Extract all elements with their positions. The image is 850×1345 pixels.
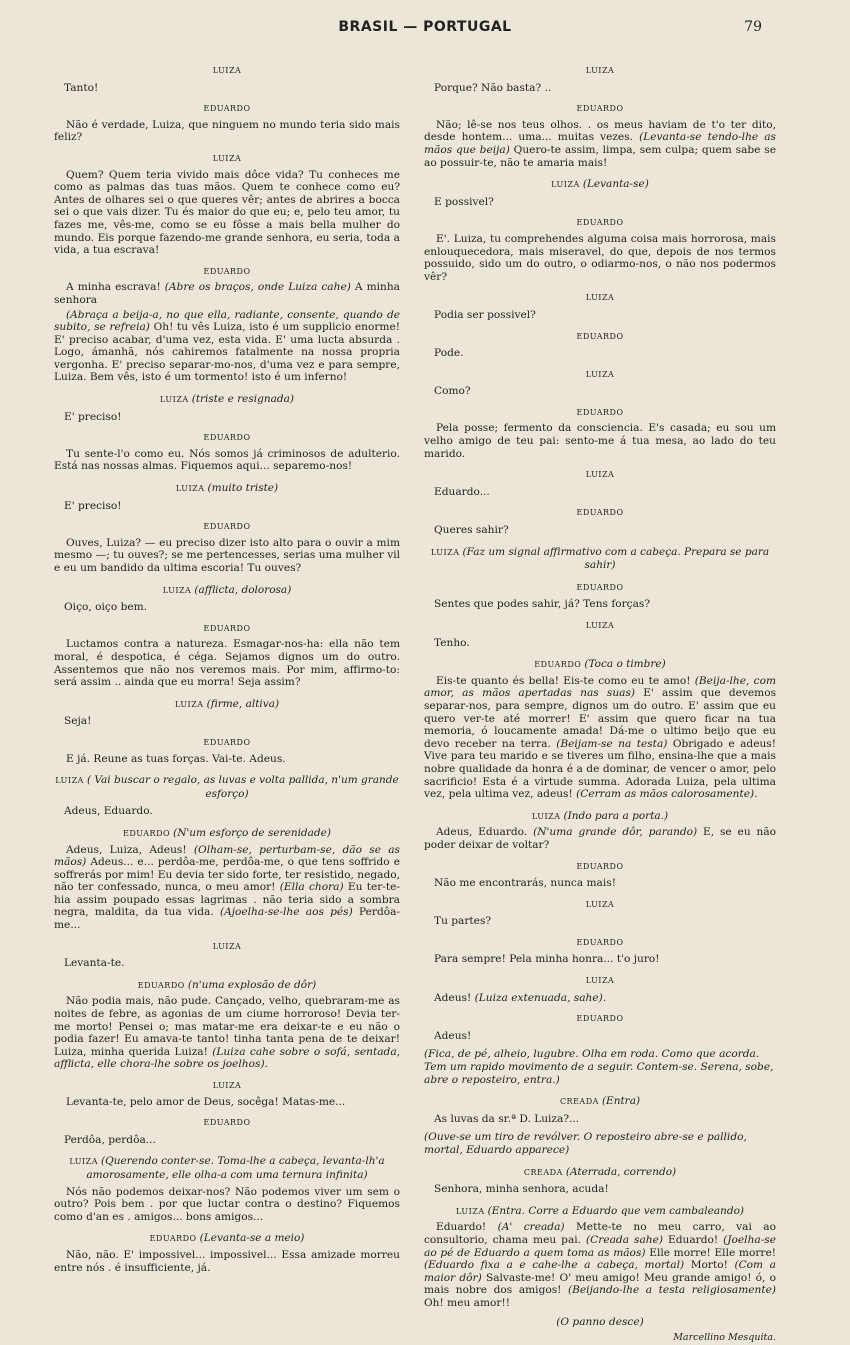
dialogue-text: Não, não. E' impossivel... impossivel... Essa amizade morreu entre nós . é insufficiente, já. [54,1248,400,1274]
dialogue-paragraph [54,995,400,1071]
dialogue-text: Quem? Quem teria vivido mais dôce vida? Tu conheces me como as palmas das tuas mãos. Quem te conhece como eu? Antes de olhares sei o que queres vêr; antes de abrires a bocca sei o que vais dizer. Tu és maior do que eu; e, pelo teu amor, tu fazes me, vês-me, como se eu fôsse a mais bella mulher do mundo. Eis porque fazendo-me grande senhora, eu seria, toda a vida, a tua escrava! [54,168,400,257]
dialogue-text: Pode. [434,347,464,360]
dialogue-line [434,1183,776,1196]
speaker-name: LUIZA [551,180,580,190]
speaker-label [54,103,400,116]
page-header [0,19,850,41]
stage-direction: (Com a maior dôr) [424,1259,776,1284]
speaker-name: EDUARDO [576,407,624,417]
speaker-label [54,1155,400,1182]
dialogue-line [64,82,400,95]
dialogue-text: Tu partes? [434,915,492,928]
dialogue-text: Adeus... e... perdôa-me, perdôa-me, o que tens soffrido e soffrerás por mim! Eu devia ter sido forte, ter resistido, negado, não ter confessado, nunca, o meu amor! [54,856,400,894]
speaker-label [424,1095,776,1109]
dialogue-paragraph [54,119,400,144]
dialogue-paragraph [54,309,400,385]
stage-direction: (Querendo conter-se. Toma-lhe a cabeça, levanta-lh'a amorosamente, elle olha-a com uma ternura infinita) [86,1155,385,1181]
dialogue-paragraph [424,422,776,460]
speaker-label [424,658,776,672]
speaker-label [54,521,400,534]
speaker-label [424,217,776,230]
speaker-label [424,103,776,116]
speaker-name: EDUARDO [149,1234,197,1244]
author-signature: Marcellino Mesquita. [673,1332,776,1344]
dialogue-line [434,1113,776,1126]
dialogue-text: E' preciso! [64,499,122,512]
left-column [54,56,400,1276]
speaker-name: CREADA [559,1097,599,1107]
stage-direction: (Entra. Corre a Eduardo que vem cambaleando) [487,1204,744,1217]
speaker-label [424,620,776,633]
speaker-label [54,432,400,445]
dialogue-line [64,500,400,513]
dialogue-text: Tanto! [64,81,99,94]
speaker-name: EDUARDO [576,508,624,518]
stage-direction: (Abre os braços, onde Luiza cahe) [164,281,351,294]
speaker-name: LUIZA [585,899,615,909]
speaker-name: EDUARDO [576,331,624,341]
dialogue-text: Perdôa, perdôa... [64,1133,156,1146]
speaker-name: LUIZA [585,293,615,303]
speaker-label [54,1117,400,1130]
dialogue-paragraph [54,281,400,306]
dialogue-text: Pela posse; fermento da consciencia. E's casada; eu sou um velho amigo de teu pai: sento-me á tua mesa, ao lado do teu marido. [424,422,776,460]
dialogue-text: Podia ser possivel? [434,308,536,321]
dialogue-line [434,637,776,650]
dialogue-text: Salvaste-me! O' meu amigo! Meu grande amigo! ó, o mais nobre dos amigos! [424,1271,776,1297]
speaker-label [54,737,400,750]
speaker-name: EDUARDO [203,1118,251,1128]
speaker-label [54,827,400,841]
dialogue-text: A minha senhora [54,281,400,306]
speaker-name: EDUARDO [203,433,251,443]
dialogue-text: Levanta-te. [64,957,125,970]
dialogue-line [434,385,776,398]
stage-direction: (Beijam-se na testa) [556,737,668,750]
speaker-label [424,1205,776,1219]
dialogue-text: A minha escrava! [66,281,165,294]
stage-direction: (triste e resignada) [191,393,294,406]
dialogue-line [64,601,400,614]
stage-direction: (Toca o timbre) [584,658,666,671]
dialogue-text: Obrigado e adeus! Vive para teu marido e se tiveres um filho, ensina-lhe que a mais nobre qualidade da honra é a de dominar, de vencer o amor, pelo sacrificio! Esta é a virtude summa. Adorada Luiza, pela ultima vez, pela ultima vez, adeus! [424,737,776,801]
stage-direction: (Levanta-se tendo-lhe as mãos que beija) [424,131,776,156]
stage-direction: (Beijando-lhe a testa religiosamente) [568,1284,776,1297]
dialogue-paragraph [54,1096,400,1109]
speaker-name: EDUARDO [203,522,251,532]
stage-direction: (N'uma grande dôr, parando) [533,826,698,839]
dialogue-paragraph [424,1221,776,1309]
speaker-name: LUIZA [585,470,615,480]
stage-direction: (Entra) [601,1095,641,1108]
speaker-label [54,482,400,496]
speaker-name: EDUARDO [576,937,624,947]
running-title: BRASIL — PORTUGAL [338,19,512,35]
speaker-label [424,1013,776,1026]
speaker-label [424,469,776,482]
speaker-label [424,861,776,874]
dialogue-text: E já. Reune as tuas forças. Vai-te. Adeus. [66,752,286,765]
dialogue-line [434,82,776,95]
dialogue-text: E, se eu não poder deixar de voltar? [424,826,777,851]
stage-direction: (Ajoelha-se-lhe aos pés) [219,906,353,919]
dialogue-text: Quero-te assim, limpa, sem culpa; quem sabe se ao possuir-te, não te amaria mais! [424,143,776,169]
speaker-name: LUIZA [69,1157,98,1167]
dialogue-text: Como? [434,385,471,398]
dialogue-paragraph [54,1186,400,1224]
dialogue-line [434,877,776,890]
speaker-label [424,369,776,382]
dialogue-text: Para sempre! Pela minha honra... t'o juro! [434,953,660,966]
dialogue-paragraph [54,753,400,766]
speaker-label [424,975,776,988]
stage-direction: ( Vai buscar o regalo, as luvas e volta pallida, n'um grande esforço) [86,774,399,800]
dialogue-paragraph [54,638,400,688]
dialogue-line [434,1030,776,1043]
stage-direction: (afflicta, dolorosa) [194,583,292,596]
speaker-name: EDUARDO [203,266,251,276]
speaker-name: EDUARDO [203,104,251,114]
page-number: 79 [744,19,762,35]
speaker-name: LUIZA [212,1081,242,1090]
stage-direction: (Luiza extenuada, sahe). [474,991,607,1004]
stage-direction: (Cerram as mãos calorosamente). [576,788,758,801]
speaker-label [54,1232,400,1246]
speaker-name: LUIZA [585,369,615,379]
speaker-label [54,698,400,712]
dialogue-line [434,598,776,611]
dialogue-paragraph [54,169,400,257]
dialogue-text: Levanta-te, pelo amor de Deus, socêga! Matas-me... [66,1095,346,1108]
speaker-name: EDUARDO [576,1014,624,1024]
speaker-name: EDUARDO [137,980,185,990]
dialogue-text: Ouves, Luiza? — eu preciso dizer isto alto para o ouvir a mim mesmo —; tu ouves?; se me pertencesses, serias uma mulher vil e eu um bandido da ultima escoria! Tu ouves? [54,536,400,574]
speaker-label [424,178,776,192]
dialogue-line [64,957,400,970]
speaker-label [424,1166,776,1180]
dialogue-text: Morto! [684,1259,735,1272]
dialogue-text: Senhora, minha senhora, acuda! [434,1183,609,1196]
speaker-name: LUIZA [585,66,615,75]
dialogue-text: Porque? Não basta? .. [434,81,552,94]
dialogue-paragraph [424,826,776,851]
speaker-label [54,584,400,598]
stage-direction: (Olham-se, perturbam-se, dão se as mãos) [54,843,400,869]
dialogue-line [434,309,776,322]
speaker-name: EDUARDO [576,104,624,114]
dialogue-text: Luctamos contra a natureza. Esmagar-nos-ha: ella não tem moral, é despotica, é céga. Sejamos dignos um do outro. Assentemos que não nos veremos mais. Por mim, affirmo-to: será assim .. ainda que eu morra! Seja assim? [54,638,400,689]
speaker-label [424,331,776,344]
dialogue-text: Tenho. [434,636,470,649]
dialogue-text: E' preciso! [64,410,122,423]
dialogue-paragraph [54,537,400,575]
dialogue-text: E'. Luiza, tu comprehendes alguma coisa mais horrorosa, mais enlouquecedora, mais miseravel, do que, depois de nos termos possuido, sido um do outro, o odiarmo-nos, o não nos podermos vêr? [424,232,776,283]
speaker-name: EDUARDO [576,582,624,592]
dialogue-line [434,524,776,537]
dialogue-paragraph [54,1249,400,1274]
dialogue-text: Adeus, Eduardo. [436,826,534,839]
speaker-name: EDUARDO [576,861,624,871]
stage-direction: (Creada sahe) [586,1233,664,1246]
speaker-label [54,65,400,78]
speaker-label [424,407,776,420]
dialogue-line [434,953,776,966]
dialogue-text: Adeus! [434,1029,472,1042]
dialogue-text: As luvas da sr.ª D. Luiza?... [434,1112,580,1125]
dialogue-line [434,486,776,499]
dialogue-line [434,196,776,209]
dialogue-text: Elle morre! Elle morre! [645,1246,777,1259]
speaker-name: LUIZA [174,699,204,709]
stage-direction: (Joelha-se ao pé de Eduardo a quem toma as mãos) [424,1233,776,1259]
dialogue-text: Adeus, Eduardo. [64,805,153,818]
dialogue-text: Eis-te quanto és bella! Eis-te como eu te amo! [436,674,695,687]
speaker-label [424,292,776,305]
speaker-name: LUIZA [212,153,242,163]
dialogue-line [64,411,400,424]
dialogue-text: Eduardo... [434,485,490,498]
dialogue-text: Eu ter-te-hia assim poupado essas lagrimas . não teria sido a sombra negra, maldita, da tua vida. [54,881,400,919]
speaker-name: LUIZA [585,976,615,986]
speaker-label [424,810,776,824]
dialogue-paragraph [424,675,776,801]
speaker-name: LUIZA [430,547,460,557]
stage-direction: (Beija-lhe, com amor, as mãos apertadas nas suas) [424,674,777,700]
dialogue-text: Queres sahir? [434,524,509,537]
stage-direction: (firme, altiva) [206,697,280,710]
dialogue-text: Tu sente-l'o como eu. Nós somos já criminosos de adulterio. Está nas nossas almas. Fiquemos aqui... separemo-nos! [54,447,400,473]
speaker-label [54,266,400,279]
dialogue-line [64,715,400,728]
dialogue-paragraph [424,233,776,283]
speaker-name: EDUARDO [203,737,251,747]
stage-direction: (N'um esforço de serenidade) [173,826,331,839]
speaker-label [54,623,400,636]
stage-direction: (n'uma explosão de dôr) [187,978,317,991]
dialogue-text: Adeus, Luiza, Adeus! [66,843,194,856]
speaker-label [54,774,400,801]
speaker-label [424,546,776,573]
curtain-note: (O panno desce) [556,1315,644,1328]
dialogue-text: Oh! meu amor!! [424,1296,510,1309]
stage-direction-block: (Ouve-se um tiro de revólver. O reposteiro abre-se e pallido, mortal, Eduardo apparece) [424,1131,747,1156]
dialogue-paragraph [54,448,400,473]
speaker-label [424,507,776,520]
dialogue-line [434,992,776,1005]
stage-direction: (muito triste) [207,482,279,495]
stage-direction: (Faz um signal affirmativo com a cabeça. Prepara se para sahir) [462,545,770,572]
speaker-label [54,941,400,954]
dialogue-text: Mette-te no meu carro, vai ao consultorio, chama meu pai. [424,1221,776,1246]
stage-direction: (Indo para a porta.) [563,809,669,822]
stage-direction: (Levanta-se a meio) [199,1232,305,1245]
dialogue-line [64,1134,400,1147]
speaker-name: LUIZA [212,941,242,951]
dialogue-text: Sentes que podes sahir, já? Tens forças? [434,598,651,611]
stage-direction: (Ella chora) [279,881,344,894]
dialogue-text: Não podia mais, não pude. Cançado, velho, quebraram-me as noites de febre, as agonias de um ciume horroroso! Devia ter-me morto! Pensei o; mas matar-me era deixar-te e eu não o podia fazer! Eu amava-te tanto! tinha tanta pena de te deixar! Luiza, minha querida Luiza! [54,995,400,1058]
stage-direction: (Eduardo fixa a e cahe-lhe a cabeça, mortal) [424,1259,685,1272]
speaker-name: LUIZA [160,395,189,405]
stage-direction: (Luiza cahe sobre o sofá, sentada, afflicta, elle chora-lhe sobre os joelhos). [54,1045,401,1071]
dialogue-text: Eduardo! [436,1221,498,1234]
speaker-label [54,153,400,166]
dialogue-text: E' assim que devemos separar-nos, para sempre, dignos um do outro. E' assim que eu quero ver-te até morrer! E' assim que quero ficar na tua memoria, ó loucamente amada! Dá-me o ultimo beijo que eu devo receber na terra. [424,687,777,750]
stage-direction-block: (Fica, de pé, alheio, lugubre. Olha em roda. Como que acorda. Tem um rapido movimento de a seguir. Contem-se. Serena, sobe, abre o reposteiro, entra.) [424,1048,774,1086]
speaker-name: EDUARDO [534,660,582,670]
speaker-label [424,65,776,78]
dialogue-paragraph [424,119,776,169]
speaker-label [424,937,776,950]
speaker-name: EDUARDO [203,623,251,633]
speaker-name: LUIZA [212,66,242,75]
dialogue-line [64,805,400,818]
dialogue-text: E possivel? [434,195,494,208]
dialogue-text: Não me encontrarás, nunca mais! [434,877,616,890]
speaker-name: LUIZA [175,484,205,494]
speaker-label [54,393,400,407]
speaker-name: EDUARDO [576,218,624,228]
speaker-label [54,979,400,993]
right-column [424,56,776,1345]
dialogue-text: Nós não podemos deixar-nos? Não podemos viver um sem o outro? Pois bem . por que luctar contra o destino? Fiquemos como d'an es . amigos... bons amigos... [54,1185,400,1223]
speaker-name: CREADA [523,1167,563,1177]
dialogue-text: Oh! tu vês Luiza, isto é um supplicio enorme! E' preciso acabar, d'uma vez, esta vida. E' uma lucta absurda . Logo, ámanhã, nós cahiremos fatalmente na nossa propria vergonha. E' preciso separar-mo-nos, d'uma vez e para sempre, Luiza. Bem vês, isto é um tormento! isto é um inferno! [54,321,400,384]
dialogue-paragraph [54,844,400,932]
speaker-label [424,899,776,912]
speaker-label [424,582,776,595]
speaker-name: LUIZA [162,585,192,595]
dialogue-text: Seja! [64,715,92,728]
speaker-label [54,1080,400,1093]
stage-direction: (Aterrada, correndo) [565,1165,677,1178]
dialogue-text: Eduardo! [663,1233,724,1246]
speaker-name: EDUARDO [123,828,171,838]
speaker-name: LUIZA [531,811,561,821]
dialogue-text: Adeus! [434,991,475,1004]
dialogue-text: Perdôa-me... [54,906,400,932]
dialogue-text: Não; lê-se nos teus olhos. . os meus haviam de t'o ter dito, desde hontem... uma... muitas vezes. [424,118,776,144]
stage-direction: (Levanta-se) [582,178,649,191]
dialogue-line [434,915,776,928]
stage-direction: (Abraça a beija-a, no que ella, radiante, consente, quando de subito, se refreia) [54,308,400,334]
dialogue-line [434,347,776,360]
speaker-name: LUIZA [55,776,84,786]
dialogue-text: Oiço, oiço bem. [64,601,148,614]
dialogue-text: Não é verdade, Luiza, que ninguem no mundo teria sido mais feliz? [54,118,400,144]
speaker-name: LUIZA [455,1206,485,1216]
speaker-name: LUIZA [585,621,615,630]
stage-direction: (A' creada) [497,1221,565,1234]
